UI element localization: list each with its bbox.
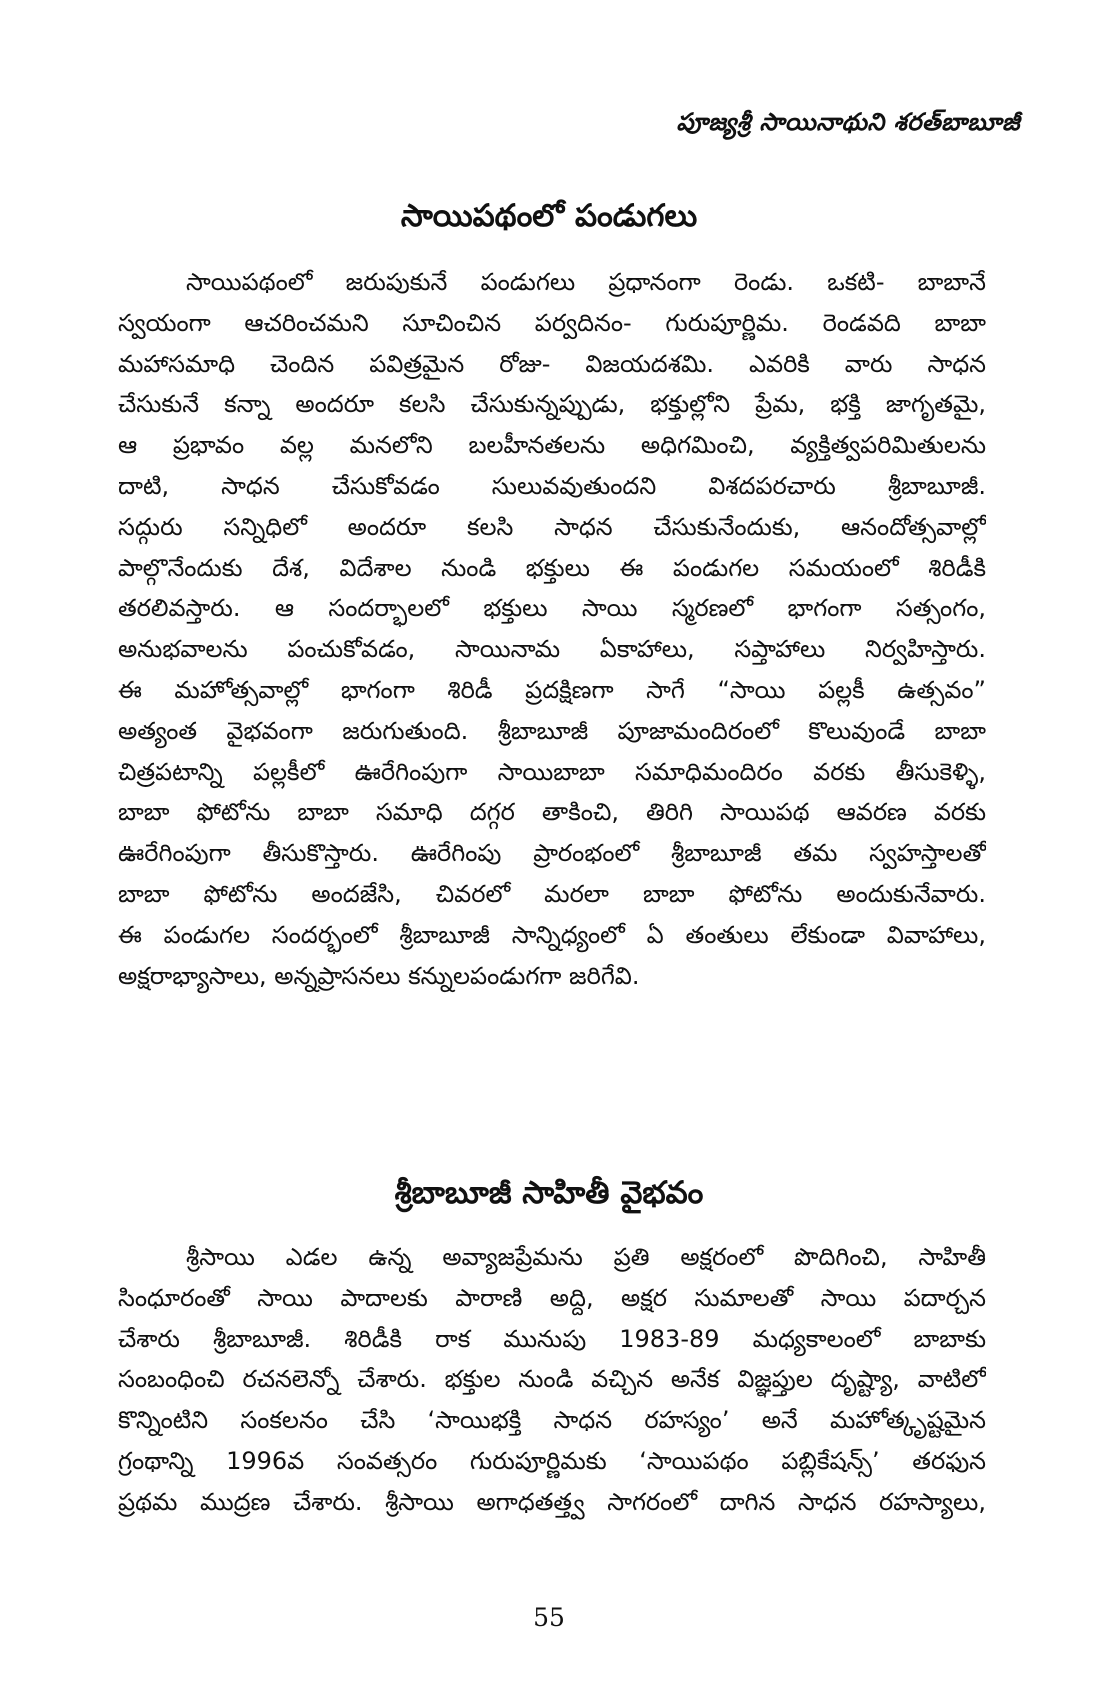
text-line: గ్రంథాన్ని 1996వ సంవత్సరం గురుపూర్ణిమకు ‘సాయిపథం పబ్లికేషన్స్’ తరఫున [118, 1446, 986, 1475]
text-line: కొన్నింటిని సంకలనం చేసి ‘సాయిభక్తి సాధన రహస్యం’ అనే మహోత్కృష్టమైన [118, 1406, 986, 1435]
text-line: స్వయంగా ఆచరించమని సూచించిన పర్వదినం- గురుపూర్ణిమ. రెండవది బాబా [118, 308, 986, 337]
paragraph [118, 1237, 986, 1523]
text-line: చేసుకునే కన్నా అందరూ కలసి చేసుకున్నప్పుడు, భక్తుల్లోని ప్రేమ, భక్తి జాగృతమై, [118, 390, 986, 419]
text-line: పాల్గొనేందుకు దేశ, విదేశాల నుండి భక్తులు ఈ పండుగల సమయంలో శిరిడీకి [118, 553, 986, 582]
running-header: పూజ్యశ్రీ సాయినాథుని శరత్‌బాబూజీ [676, 108, 1020, 136]
text-line: అత్యంత వైభవంగా జరుగుతుంది. శ్రీబాబూజీ పూజామందిరంలో కొలువుండే బాబా [118, 716, 986, 745]
text-line: తరలివస్తారు. ఆ సందర్భాలలో భక్తులు సాయి స్మరణలో భాగంగా సత్సంగం, [118, 594, 986, 623]
text-line: సంబంధించి రచనలెన్నో చేశారు. భక్తుల నుండి వచ్చిన అనేక విజ్ఞప్తుల దృష్ట్యా, వాటిలో [118, 1365, 986, 1394]
text-line: ఈ పండుగల సందర్భంలో శ్రీబాబూజీ సాన్నిధ్యంలో ఏ తంతులు లేకుండా వివాహాలు, [118, 920, 986, 949]
text-line: దాటి, సాధన చేసుకోవడం సులువవుతుందని విశదపరచారు శ్రీబాబూజీ. [118, 471, 986, 500]
section-title: సాయిపథంలో పండుగలు [400, 198, 698, 234]
text-line: ఆ ప్రభావం వల్ల మనలోని బలహీనతలను అధిగమించి, వ్యక్తిత్వపరిమితులను [118, 431, 986, 460]
page-number: 55 [533, 1603, 565, 1632]
text-line: ఊరేగింపుగా తీసుకొస్తారు. ఊరేగింపు ప్రారంభంలో శ్రీబాబూజీ తమ స్వహస్తాలతో [118, 839, 986, 868]
text-line: సాయిపథంలో జరుపుకునే పండుగలు ప్రధానంగా రెండు. ఒకటి- బాబానే [186, 268, 986, 296]
text-line: చిత్రపటాన్ని పల్లకీలో ఊరేగింపుగా సాయిబాబా సమాధిమందిరం వరకు తీసుకెళ్ళి, [118, 757, 986, 786]
section-title: శ్రీబాబూజీ సాహితీ వైభవం [394, 1175, 704, 1211]
text-line: ఈ మహోత్సవాల్లో భాగంగా శిరిడీ ప్రదక్షిణగా సాగే “సాయి పల్లకీ ఉత్సవం” [118, 675, 986, 704]
text-line: బాబా ఫోటోను అందజేసి, చివరలో మరలా బాబా ఫోటోను అందుకునేవారు. [118, 879, 986, 908]
text-line: ప్రథమ ముద్రణ చేశారు. శ్రీసాయి అగాధతత్త్వ సాగరంలో దాగిన సాధన రహస్యాలు, [118, 1487, 986, 1516]
text-line: శ్రీసాయి ఎడల ఉన్న అవ్యాజప్రేమను ప్రతి అక్షరంలో పొదిగించి, సాహితీ [186, 1243, 986, 1271]
text-line: సద్గురు సన్నిధిలో అందరూ కలసి సాధన చేసుకునేందుకు, ఆనందోత్సవాల్లో [118, 512, 986, 541]
text-line: అనుభవాలను పంచుకోవడం, సాయినామ ఏకాహాలు, సప్తాహాలు నిర్వహిస్తారు. [118, 635, 986, 664]
text-line: సింధూరంతో సాయి పాదాలకు పారాణి అద్ది, అక్షర సుమాలతో సాయి పదార్చన [118, 1283, 986, 1312]
text-line: మహాసమాధి చెందిన పవిత్రమైన రోజు- విజయదశమి. ఎవరికి వారు సాధన [118, 349, 986, 378]
text-line: చేశారు శ్రీబాబూజీ. శిరిడీకి రాక మునుపు 1983-89 మధ్యకాలంలో బాబాకు [118, 1324, 986, 1353]
text-line: బాబా ఫోటోను బాబా సమాధి దగ్గర తాకించి, తిరిగి సాయిపథ ఆవరణ వరకు [118, 798, 986, 827]
paragraph [118, 262, 986, 996]
text-line: అక్షరాభ్యాసాలు, అన్నప్రాసనలు కన్నులపండుగగా జరిగేవి. [118, 961, 640, 990]
